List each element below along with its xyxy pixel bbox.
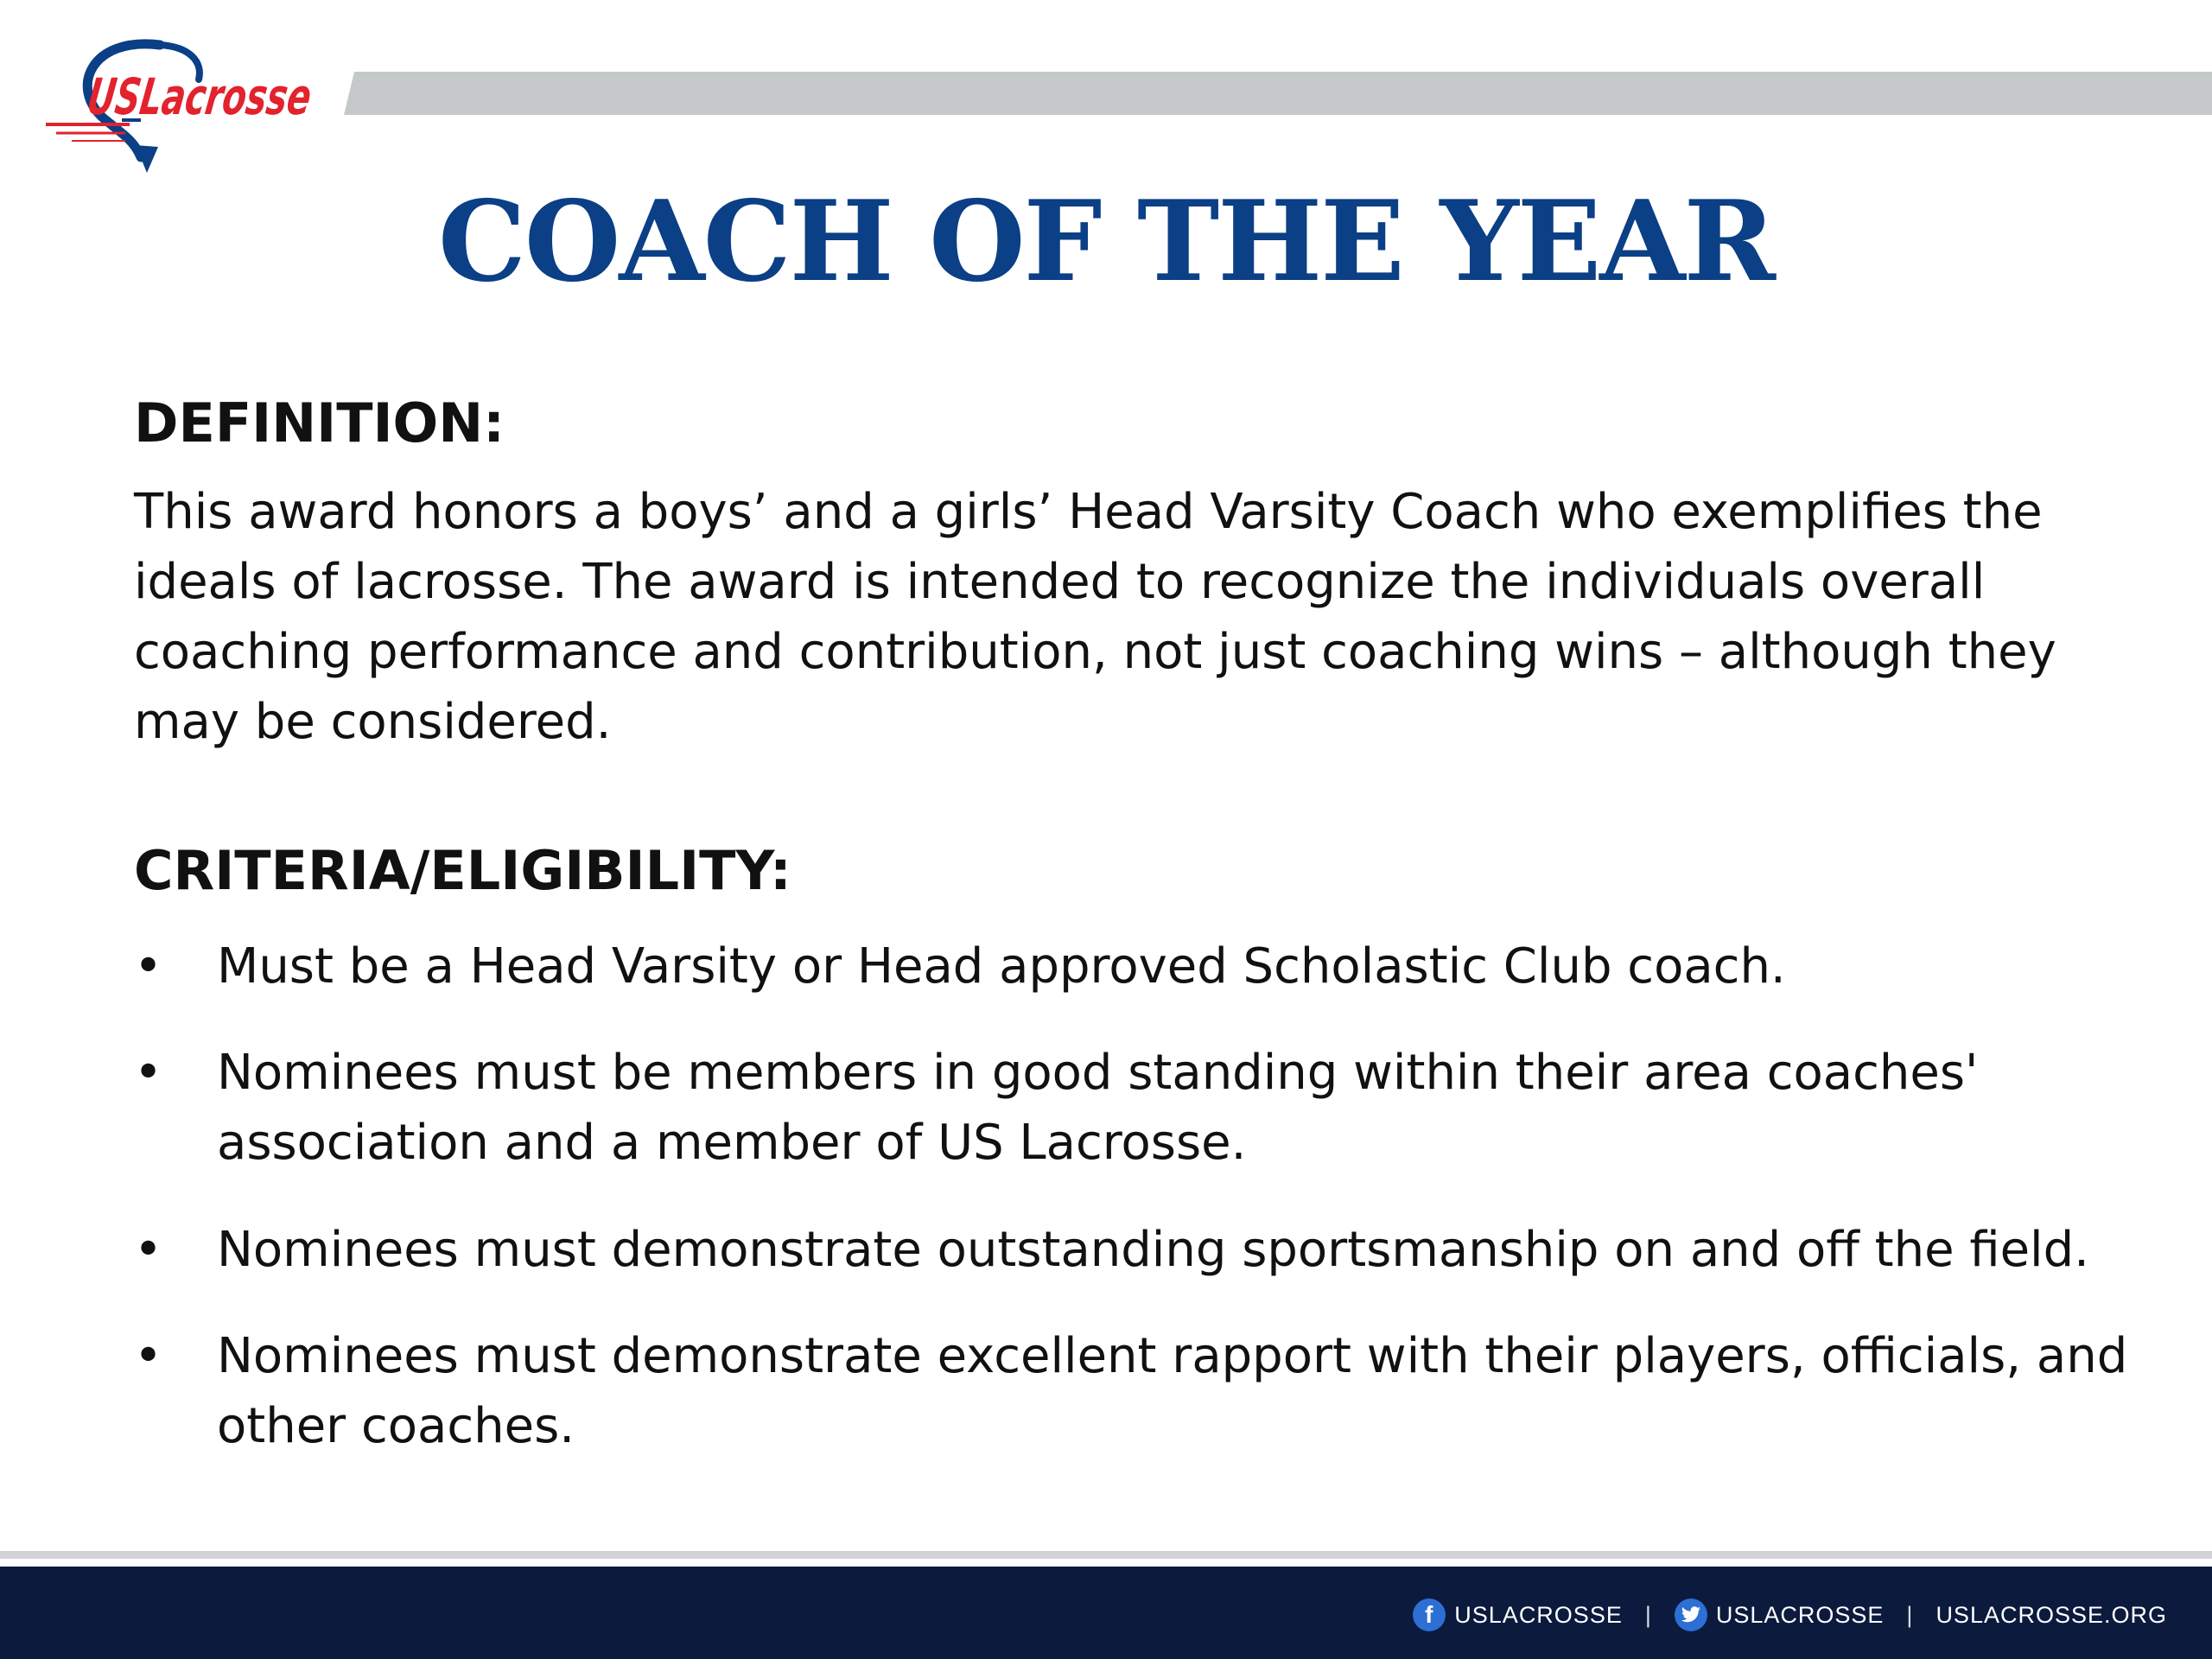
header-bar	[344, 72, 2212, 115]
list-item-line: Nominees must demonstrate excellent rapport with their players, officials, and	[217, 1328, 2128, 1384]
twitter-link[interactable]: USLACROSSE	[1715, 1601, 1885, 1628]
twitter-icon[interactable]	[1675, 1599, 1707, 1631]
definition-text	[134, 477, 2121, 757]
facebook-link[interactable]: USLACROSSE	[1454, 1601, 1623, 1628]
bullet-glyph: •	[134, 1045, 163, 1101]
list-item-line: Must be a Head Varsity or Head approved Scholastic Club coach.	[217, 938, 1786, 995]
criteria-heading: CRITERIA/ELIGIBILITY:	[134, 839, 791, 902]
definition-heading: DEFINITION:	[134, 391, 505, 454]
separator: |	[1644, 1601, 1652, 1628]
facebook-icon[interactable]: f	[1413, 1599, 1446, 1631]
footer-divider	[0, 1551, 2212, 1559]
definition-line: may be considered.	[134, 694, 612, 750]
footer	[0, 1567, 2212, 1659]
definition-line: This award honors a boys’ and a girls’ Head Varsity Coach who exemplifies the	[134, 484, 2043, 540]
list-item-line: Nominees must demonstrate outstanding sportsmanship on and off the field.	[217, 1222, 2089, 1278]
separator: |	[1906, 1601, 1914, 1628]
list-item-line: association and a member of US Lacrosse.	[217, 1115, 1247, 1171]
website-link[interactable]: USLACROSSE.ORG	[1936, 1601, 2167, 1628]
uslacrosse-logo[interactable]	[39, 28, 417, 179]
definition-line: coaching performance and contribution, not just coaching wins – although they	[134, 624, 2056, 680]
bullet-glyph: •	[134, 1222, 163, 1278]
list-item-line: other coaches.	[217, 1398, 575, 1454]
logo-text: USLacrosse	[83, 67, 417, 126]
bullet-glyph: •	[134, 938, 163, 995]
page-title: COACH OF THE YEAR	[438, 177, 1774, 307]
list-item-line: Nominees must be members in good standing within their area coaches'	[217, 1045, 1979, 1101]
bullet-glyph: •	[134, 1328, 163, 1384]
social-links	[1413, 1596, 2167, 1634]
definition-line: ideals of lacrosse. The award is intended to recognize the individuals overall	[134, 554, 1986, 610]
